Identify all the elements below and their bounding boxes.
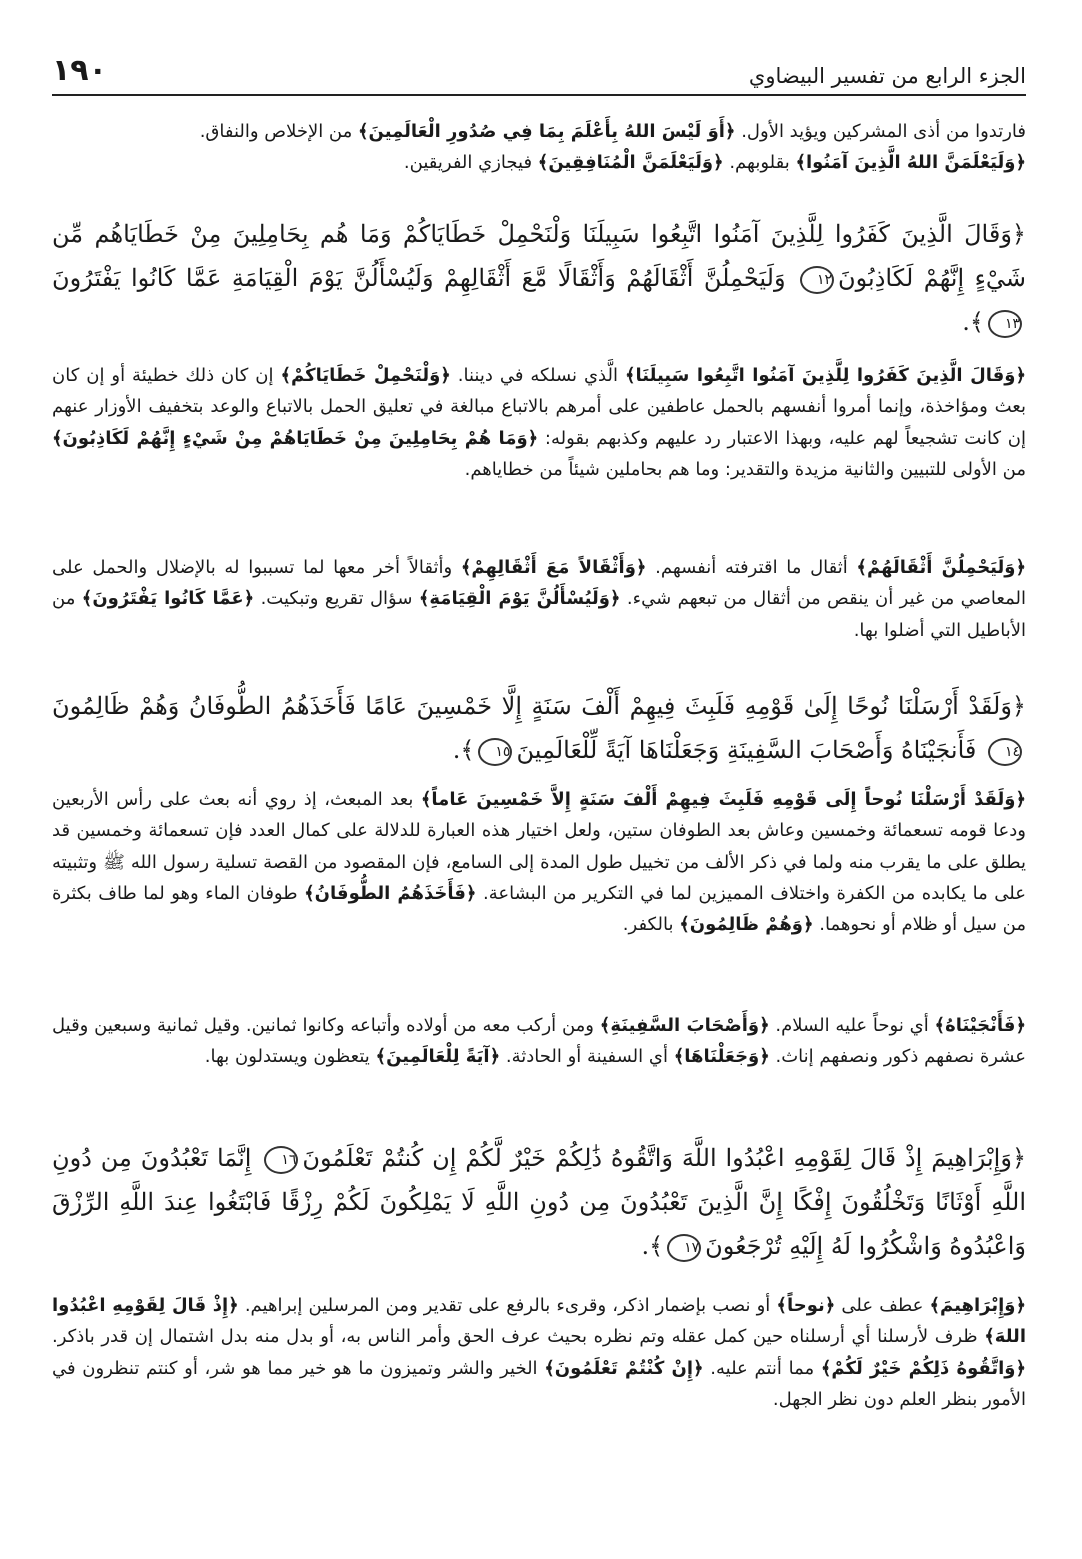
commentary-text: ظرف لأرسلنا أي أرسلناه حين كمل عقله وتم نظره بحيث عرف الحق وأمر الناس به، أو بدل منه بدل اشتمال إن قدر باذكر. xyxy=(52,1326,985,1348)
quran-quote: ﴿إِذْ قَالَ لِقَوْمِهِ اعْبُدُوا اللهَ﴾ xyxy=(52,1295,1026,1348)
commentary-text: من الأباطيل التي أضلوا بها. xyxy=(52,588,1026,641)
quran-quote: ﴿إِنْ كُنْتُمْ تَعْلَمُونَ﴾ xyxy=(544,1357,704,1379)
ayah-number-marker: ١٤ xyxy=(988,738,1022,766)
verse-end: ﴾. xyxy=(452,736,475,764)
ayah-number-marker: ١٣ xyxy=(988,310,1022,338)
commentary-text: أي السفينة أو الحادثة. xyxy=(500,1046,674,1068)
quran-verse-block-2 xyxy=(52,684,1026,772)
ayah-number-marker: ١٧ xyxy=(667,1234,701,1262)
quran-verse-block-3 xyxy=(52,1136,1026,1268)
commentary-paragraph xyxy=(52,552,1026,646)
commentary-text: ومن أركب معه من أولاده وأتباعه وكانوا ثمانين. وقيل ثمانية وسبعين وقيل عشرة نصفهم ذكور ونصفهم إناث. xyxy=(52,1015,1026,1068)
commentary-text: يتعظون ويستدلون بها. xyxy=(204,1046,376,1068)
commentary-block-6 xyxy=(52,1290,1026,1415)
quran-quote: ﴿وَقَالَ الَّذِينَ كَفَرُوا لِلَّذِينَ آمَنُوا اتَّبِعُوا سَبِيلَنَا﴾ xyxy=(624,365,1026,386)
commentary-paragraph xyxy=(52,784,1026,940)
page-number: ١٩٠ xyxy=(52,53,107,88)
quran-verses xyxy=(52,1136,1026,1268)
commentary-paragraph xyxy=(52,360,1026,485)
commentary-text: أو نصب بإضمار اذكر، وقرىء بالرفع على تقدير ومن المرسلين إبراهيم. xyxy=(238,1295,777,1316)
quran-quote: ﴿عَمَّا كَانُوا يَفْتَرُونَ﴾ xyxy=(81,588,255,610)
quran-quote: ﴿وَلَيَعْلَمَنَّ اللهُ الَّذِينَ آمَنُوا﴾ xyxy=(795,152,1026,174)
commentary-paragraph xyxy=(52,1290,1026,1415)
commentary-text: سؤال تقريع وتبكيت. xyxy=(254,588,419,610)
quran-verses xyxy=(52,684,1026,772)
quran-quote: ﴿نوحاً﴾ xyxy=(776,1295,836,1316)
verse-end: ﴾. xyxy=(641,1232,664,1260)
quran-verses xyxy=(52,212,1026,344)
quran-quote: ﴿وَإِبْرَاهِيمَ﴾ xyxy=(929,1295,1027,1316)
commentary-paragraph xyxy=(52,116,1026,179)
commentary-block-2 xyxy=(52,360,1026,485)
commentary-text: الَّذي نسلكه في ديننا. xyxy=(450,365,625,386)
commentary-text: أي نوحاً عليه السلام. xyxy=(769,1015,935,1036)
quran-quote: ﴿وَلَيَحْمِلُنَّ أَثْقَالَهُمْ﴾ xyxy=(856,557,1027,578)
verse-text: ﴿وَلَقَدْ أَرْسَلْنَا نُوحًا إِلَىٰ قَوْمِهِ فَلَبِثَ فِيهِمْ أَلْفَ سَنَةٍ إِلَّا خَمْسِينَ عَامًا فَأَخَذَهُمُ الطُّوفَانُ وَهُمْ ظَالِمُونَ xyxy=(52,692,1026,720)
quran-quote: ﴿آيَةً لِلْعَالَمِينَ﴾ xyxy=(375,1046,501,1068)
commentary-text: الخير والشر وتميزون ما هو خير مما هو شر، أو كنتم تنظرون في الأمور بنظر العلم دون نظر الجهل. xyxy=(52,1357,1026,1410)
commentary-paragraph xyxy=(52,1010,1026,1073)
quran-quote: ﴿وَجَعَلْنَاهَا﴾ xyxy=(673,1046,770,1068)
ayah-number-marker: ١٢ xyxy=(800,266,834,294)
quran-quote: ﴿وَاتَّقُوهُ ذَلِكُمْ خَيْرٌ لَكُمْ﴾ xyxy=(820,1357,1027,1379)
quran-verse-block-1 xyxy=(52,212,1026,344)
commentary-text: فيجازي الفريقين. xyxy=(403,152,538,174)
quran-quote: ﴿وَلَيَعْلَمَنَّ الْمُنَافِقِينَ﴾ xyxy=(537,152,724,174)
commentary-text: أثقال ما اقترفته أنفسهم. xyxy=(646,557,857,578)
commentary-block-1 xyxy=(52,116,1026,179)
quran-quote: ﴿وَمَا هُمْ بِحَامِلِينَ مِنْ خَطَايَاهُمْ مِنْ شَيْءٍ إِنَّهُمْ لَكَاذِبُونَ﴾ xyxy=(52,427,539,449)
commentary-block-5 xyxy=(52,1010,1026,1073)
quran-quote: ﴿فَأَخَذَهُمُ الطُّوفَانُ﴾ xyxy=(304,882,477,904)
verse-text: ﴿وَإِبْرَاهِيمَ إِذْ قَالَ لِقَوْمِهِ اعْبُدُوا اللَّهَ وَاتَّقُوهُ ذَٰلِكُمْ خَيْرٌ لَّكُمْ إِن كُنتُمْ تَعْلَمُونَ xyxy=(302,1144,1027,1172)
commentary-block-3 xyxy=(52,552,1026,646)
verse-text: ﴿وَقَالَ الَّذِينَ كَفَرُوا لِلَّذِينَ آمَنُوا اتَّبِعُوا سَبِيلَنَا وَلْنَحْمِلْ خَطَايَاكُمْ وَمَا هُم بِحَامِلِينَ مِنْ خَطَايَاهُم مِّن شَيْءٍ إِنَّهُمْ لَكَاذِبُونَ xyxy=(52,220,1026,292)
quran-quote: ﴿أَوَ لَيْسَ اللهُ بِأَعْلَمَ بِمَا فِي صُدُورِ الْعَالَمِينَ﴾ xyxy=(358,121,736,142)
ayah-number-marker: ١٥ xyxy=(478,738,512,766)
commentary-text: مما أنتم عليه. xyxy=(703,1357,821,1379)
quran-quote: ﴿وَأَصْحَابَ السَّفِينَةِ﴾ xyxy=(599,1015,770,1036)
commentary-text: إن كان ذلك خطيئة أو إن كان بعث ومؤاخذة، وإنما أمروا أنفسهم بالحمل عاطفين على أمرهم بالاتباع مبالغة في تعليق الحمل بالاتباع والوعد بتخفيف الأوزار عنهم إن كانت تشجيعاً لهم عليه، وبهذا الاعتبار رد عليهم وكذبهم بقوله: xyxy=(52,365,1026,449)
commentary-text: وأثقالاً أخر معها لما تسببوا له بالإضلال والحمل على المعاصي من غير أن ينقص من أثقال من تبعهم شيء. xyxy=(52,557,1026,610)
quran-quote: ﴿وَأَثْقَالاً مَعَ أَثْقَالِهِمْ﴾ xyxy=(460,557,647,578)
commentary-text: بالكفر. xyxy=(622,914,680,936)
commentary-text: عطف على xyxy=(835,1295,930,1316)
quran-quote: ﴿فَأَنْجَيْنَاهُ﴾ xyxy=(934,1015,1026,1036)
quran-quote: ﴿وَلْنَحْمِلْ خَطَايَاكُمْ﴾ xyxy=(280,365,451,386)
quran-quote: ﴿وَلَيُسْأَلُنَّ يَوْمَ الْقِيَامَةِ﴾ xyxy=(418,588,621,610)
quran-quote: ﴿وَهُمْ ظَالِمُونَ﴾ xyxy=(679,914,814,936)
commentary-text: فارتدوا من أذى المشركين ويؤيد الأول. xyxy=(735,121,1026,142)
verse-text: وَلَيَحْمِلُنَّ أَثْقَالَهُمْ وَأَثْقَالًا مَّعَ أَثْقَالِهِمْ وَلَيُسْأَلُنَّ يَوْمَ الْقِيَامَةِ عَمَّا كَانُوا يَفْتَرُونَ xyxy=(52,264,797,292)
commentary-text: من الإخلاص والنفاق. xyxy=(199,121,358,142)
commentary-text: طوفان الماء وهو لما طاف بكثرة من سيل أو ظلام أو نحوهما. xyxy=(52,882,1026,936)
commentary-text: بعد المبعث، إذ روي أنه بعث على رأس الأربعين ودعا قومه تسعمائة وخمسين وعاش بعد الطوفان ستين، ولعل اختيار هذه العبارة للدلالة على كمال العدد فإن تسعمائة وخمسين قد يطلق على ما يقرب منه ولما في ذكر الألف من تخييل طول المدة إلى السامع، فإن المقصود من القصة تسلية رسول الله ﷺ وتثبيته على ما يكابده من الكفرة واختلاف المميزين لما في التكرير من البشاعة. xyxy=(52,789,1027,904)
book-title: الجزء الرابع من تفسير البيضاوي xyxy=(748,64,1026,88)
commentary-text: بقلوبهم. xyxy=(723,152,796,174)
commentary-block-4 xyxy=(52,784,1026,940)
quran-quote: ﴿وَلَقَدْ أَرْسَلْنَا نُوحاً إِلَى قَوْمِهِ فَلَبِثَ فِيهِمْ أَلْفَ سَنَةٍ إِلاَّ خَمْسِينَ عَاماً﴾ xyxy=(420,789,1026,810)
verse-end: ﴾. xyxy=(962,308,984,336)
commentary-text: من الأولى للتبيين والثانية مزيدة والتقدير: وما هم بحاملين شيئاً من خطاياهم. xyxy=(464,458,1026,480)
verse-text: إِنَّمَا تَعْبُدُونَ مِن دُونِ اللَّهِ أَوْثَانًا وَتَخْلُقُونَ إِفْكًا إِنَّ الَّذِينَ تَعْبُدُونَ مِن دُونِ اللَّهِ لَا يَمْلِكُونَ لَكُمْ رِزْقًا فَابْتَغُوا عِندَ اللَّهِ الرِّزْقَ وَاعْبُدُوهُ وَاشْكُرُوا لَهُ إِلَيْهِ تُرْجَعُونَ xyxy=(52,1144,1026,1260)
ayah-number-marker: ١٦ xyxy=(264,1146,298,1174)
page-header xyxy=(52,54,1026,96)
verse-text: فَأَنجَيْنَاهُ وَأَصْحَابَ السَّفِينَةِ وَجَعَلْنَاهَا آيَةً لِّلْعَالَمِينَ xyxy=(516,736,984,764)
